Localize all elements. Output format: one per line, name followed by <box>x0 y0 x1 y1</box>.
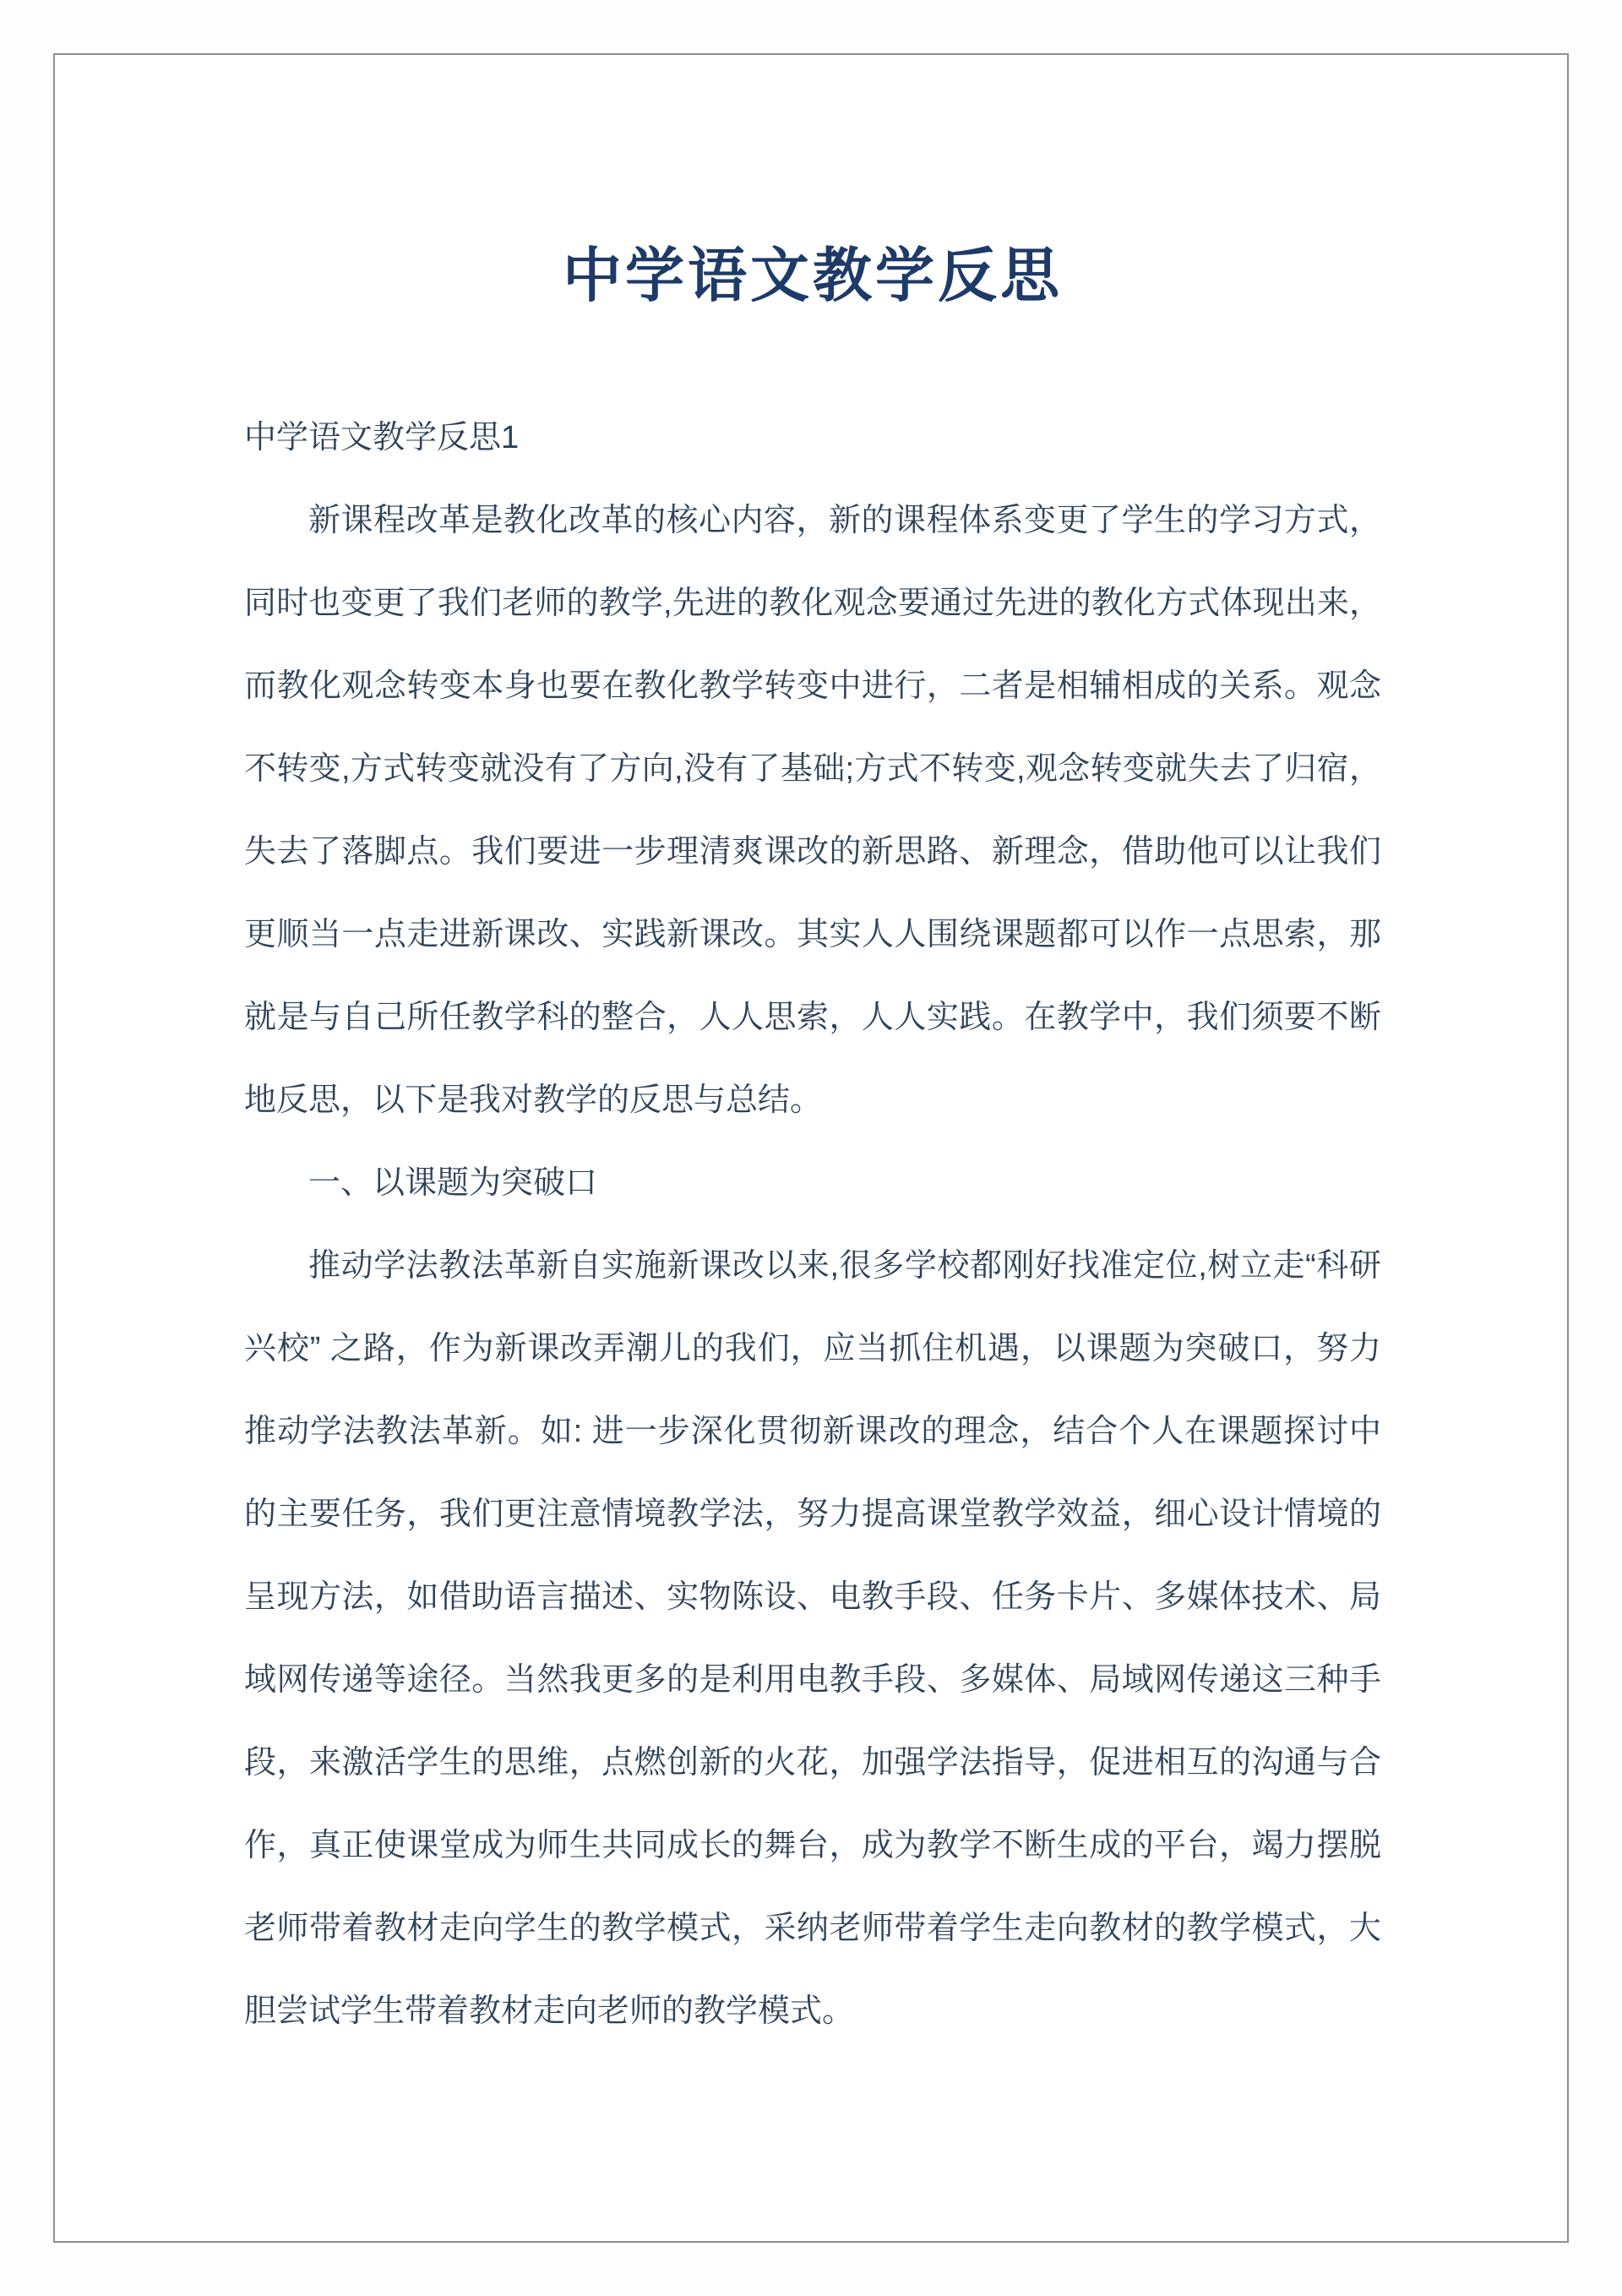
document-content <box>55 55 1567 2053</box>
paragraph-1: 新课程改革是教化改革的核心内容，新的课程体系变更了学生的学习方式，同时也变更了我们老师的教学,先进的教化观念要通过先进的教化方式体现出来，而教化观念转变本身也要在教化教学转变中进行，二者是相辅相成的关系。观念不转变,方式转变就没有了方向,没有了基础;方式不转变,观念转变就失去了归宿，失去了落脚点。我们要进一步理清爽课改的新思路、新理念，借助他可以让我们更顺当一点走进新课改、实践新课改。其实人人围绕课题都可以作一点思索，那就是与自己所任教学科的整合，人人思索，人人实践。在教学中，我们须要不断地反思，以下是我对教学的反思与总结。 <box>244 503 1381 1118</box>
section-label: 中学语文教学反思1 <box>244 420 520 455</box>
paragraph-2: 推动学法教法革新自实施新课改以来,很多学校都刚好找准定位,树立走“科研兴校” 之路，作为新课改弄潮儿的我们，应当抓住机遇，以课题为突破口，努力推动学法教法革新。如: 进一步深化贯彻新课改的理念，结合个人在课题探讨中的主要任务，我们更注意情境教学法，努力提高课堂教学效益，细心设计情境的呈现方法，如借助语言描述、实物陈设、电教手段、任务卡片、多媒体技术、局域网传递等途径。当然我更多的是利用电教手段、多媒体、局域网传递这三种手段，来激活学生的思维，点燃创新的火花，加强学法指导，促进相互的沟通与合作，真正使课堂成为师生共同成长的舞台，成为教学不断生成的平台，竭力摆脱老师带着教材走向学生的教学模式，采纳老师带着学生走向教材的教学模式，大胆尝试学生带着教材走向老师的教学模式。 <box>244 1248 1381 2029</box>
document-title: 中学语文教学反思 <box>563 243 1063 308</box>
subheading-1: 一、以课题为突破口 <box>308 1165 598 1201</box>
page-border-frame <box>53 53 1569 2243</box>
